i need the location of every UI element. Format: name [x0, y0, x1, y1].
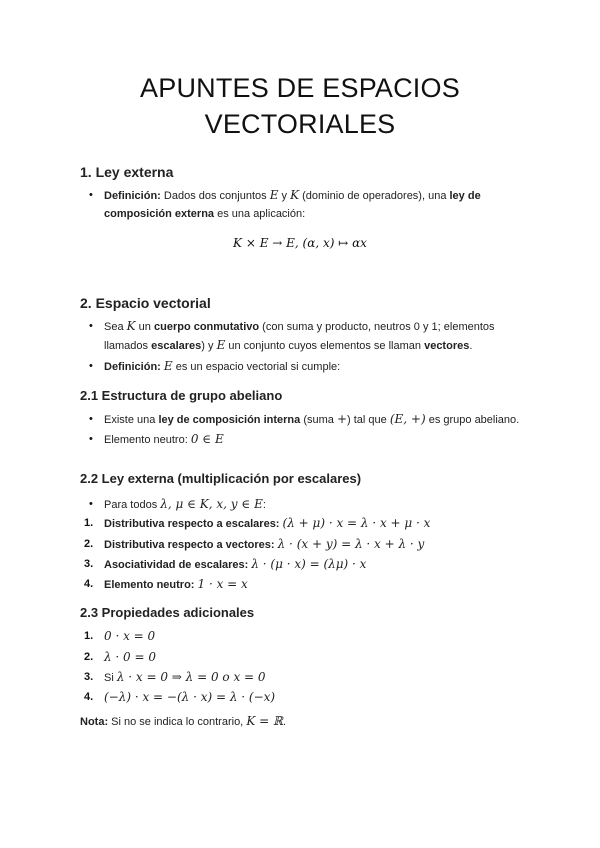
section-2-1-heading: 2.1 Estructura de grupo abeliano: [80, 388, 283, 403]
s2-bullet2: Definición: E es un espacio vectorial si cumple:: [104, 359, 341, 373]
s2-bullet1-line2: llamados escalares) y E un conjunto cuyos elementos se llaman vectores.: [104, 338, 473, 352]
bullet-dot: •: [89, 413, 93, 425]
s1-definition-line1: Definición: Dados dos conjuntos E y K (dominio de operadores), una ley de: [104, 188, 481, 202]
list-number: 2.: [84, 538, 94, 550]
s21-bullet2: Elemento neutro: 0 ∈ E: [104, 432, 224, 446]
list-item: Elemento neutro: 1 · x = x: [104, 577, 248, 591]
list-item: 0 · x = 0: [104, 629, 156, 643]
section-2-2-heading: 2.2 Ley externa (multiplicación por escalares): [80, 471, 362, 486]
list-number: 4.: [84, 691, 94, 703]
section-1-heading: 1. Ley externa: [80, 164, 174, 180]
list-item: Distributiva respecto a vectores: λ · (x + y) = λ · x + λ · y: [104, 537, 425, 551]
s1-formula: K × E → E, (α, x) ↦ αx: [233, 236, 367, 250]
section-2-3-heading: 2.3 Propiedades adicionales: [80, 605, 255, 620]
list-number: 1.: [84, 630, 94, 642]
list-number: 4.: [84, 578, 94, 590]
title-line-2: VECTORIALES: [204, 109, 396, 139]
list-number: 3.: [84, 671, 94, 683]
list-item: Asociatividad de escalares: λ · (μ · x) = (λμ) · x: [104, 557, 367, 571]
bullet-dot: •: [89, 498, 93, 510]
section-2-heading: 2. Espacio vectorial: [80, 295, 211, 311]
title-line-1: APUNTES DE ESPACIOS: [140, 73, 460, 103]
s21-bullet1: Existe una ley de composición interna (suma +) tal que (E, +) es grupo abeliano.: [104, 412, 520, 426]
list-number: 3.: [84, 558, 94, 570]
list-item: λ · 0 = 0: [104, 650, 157, 664]
list-item: Distributiva respecto a escalares: (λ + μ) · x = λ · x + μ · x: [104, 516, 431, 530]
s22-bullet: Para todos λ, μ ∈ K, x, y ∈ E:: [104, 497, 266, 511]
note: Nota: Si no se indica lo contrario, K = ℝ.: [80, 714, 286, 728]
s1-definition-line2: composición externa es una aplicación:: [104, 208, 306, 220]
bullet-dot: •: [89, 360, 93, 372]
list-item: Si λ · x = 0 ⇒ λ = 0 o x = 0: [104, 670, 266, 684]
bullet-dot: •: [89, 189, 93, 201]
document-title: [0, 70, 600, 142]
list-number: 1.: [84, 517, 94, 529]
bullet-dot: •: [89, 433, 93, 445]
bullet-dot: •: [89, 320, 93, 332]
s2-bullet1-line1: Sea K un cuerpo conmutativo (con suma y producto, neutros 0 y 1; elementos: [104, 319, 495, 333]
list-number: 2.: [84, 651, 94, 663]
list-item: (−λ) · x = −(λ · x) = λ · (−x): [104, 690, 276, 704]
